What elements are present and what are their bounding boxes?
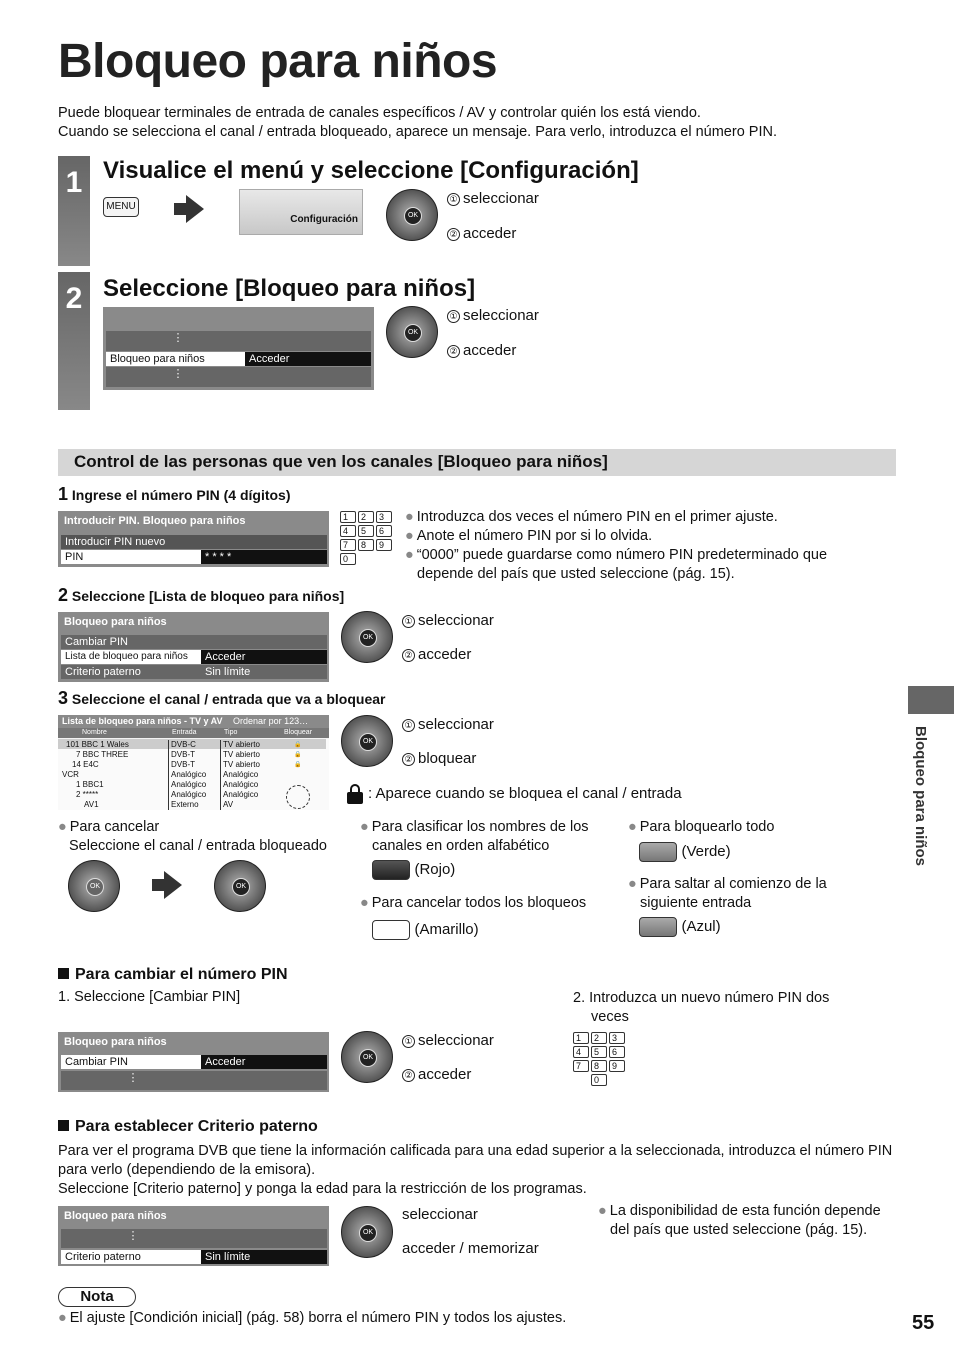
- step-1-bar: 1: [58, 156, 90, 266]
- osd-parental: Bloqueo para niños ⋮ Criterio paterno Sin límite: [58, 1206, 329, 1266]
- intro-line-2: Cuando se selecciona el canal / entrada bloqueado, aparece un mensaje. Para verlo, introduzca el número PIN.: [58, 124, 777, 140]
- side-label: Bloqueo para niños: [912, 726, 929, 867]
- step-2-title: Seleccione [Bloqueo para niños]: [103, 275, 476, 302]
- pin-change-title: Para cambiar el número PIN: [58, 966, 288, 984]
- osd-change-pin: Bloqueo para niños Cambiar PIN Acceder ⋮: [58, 1032, 329, 1092]
- config-tile: Configuración: [239, 189, 363, 235]
- nav-access-label: ② acceder: [447, 225, 516, 242]
- menu-key: MENU: [103, 197, 139, 217]
- arrow-right-icon: [164, 871, 182, 899]
- red-button: (Rojo): [372, 860, 455, 880]
- nav-access-label: ② acceder: [447, 342, 516, 359]
- nota-badge: Nota: [58, 1287, 136, 1307]
- substep-1-title: 1 Ingrese el número PIN (4 dígitos): [58, 484, 291, 504]
- dpad-icon: OK: [341, 1206, 393, 1258]
- yellow-button: (Amarillo): [372, 920, 479, 940]
- nav-select-label: ① seleccionar: [402, 612, 494, 629]
- intro-line-1: Puede bloquear terminales de entrada de canales específicos / AV y controlar quién los está viendo.: [58, 105, 701, 121]
- page-title: Bloqueo para niños: [58, 35, 498, 88]
- cancel-all-instruction: ● Para cancelar todos los bloqueos: [360, 895, 587, 911]
- pin-change-step1: 1. Seleccione [Cambiar PIN]: [58, 989, 241, 1005]
- nav-lock-label: ② bloquear: [402, 750, 476, 767]
- arrow-right-icon: [186, 195, 204, 223]
- nav-select-label: ① seleccionar: [447, 307, 539, 324]
- parental-title: Para establecer Criterio paterno: [58, 1118, 318, 1136]
- green-button: (Verde): [639, 842, 731, 862]
- nav-access-label: ② acceder: [402, 646, 471, 663]
- nav-select-label: ① seleccionar: [447, 190, 539, 207]
- ok-button-icon: OK: [404, 207, 422, 225]
- sort-instruction: ● Para clasificar los nombres de los canales en orden alfabético: [360, 819, 589, 854]
- lock-note: : Aparece cuando se bloquea el canal / entrada: [368, 785, 682, 802]
- dpad-icon: OK: [341, 611, 393, 663]
- dpad-icon: OK: [386, 306, 438, 358]
- substep-2-title: 2 Seleccione [Lista de bloqueo para niños]: [58, 585, 345, 605]
- dpad-icon: [386, 189, 438, 241]
- step-2-bar: 2: [58, 272, 90, 410]
- section-heading: Control de las personas que ven los canales [Bloqueo para niños]: [58, 449, 896, 476]
- dpad-icon: OK: [214, 860, 266, 912]
- pin-change-step2: 2. Introduzca un nuevo número PIN dos veces: [573, 990, 830, 1025]
- nav-select-label: ① seleccionar: [402, 716, 494, 733]
- osd-pin: Introducir PIN. Bloqueo para niños Introducir PIN nuevo PIN * * * *: [58, 511, 329, 567]
- dpad-icon: OK: [68, 860, 120, 912]
- number-keypad-icon: 1 2 3 4 5 6 7 8 9 0: [340, 511, 392, 565]
- dpad-icon: OK: [341, 715, 393, 767]
- osd-lock-menu: Bloqueo para niños Cambiar PIN Lista de bloqueo para niños Acceder Criterio paterno Sin límite: [58, 612, 329, 682]
- number-keypad-icon: 1 2 3 4 5 6 7 8 9 0: [573, 1032, 625, 1086]
- parental-store-label: acceder / memorizar: [402, 1240, 539, 1257]
- cancel-instruction: ● Para cancelar Seleccione el canal / entrada bloqueado: [58, 819, 327, 854]
- parental-note: ● La disponibilidad de esta función depende del país que usted seleccione (pág. 15).: [598, 1203, 881, 1238]
- parental-select-label: seleccionar: [402, 1206, 478, 1223]
- osd-step2: ⋮ Bloqueo para niños Acceder ⋮: [103, 307, 374, 390]
- blue-button: (Azul): [639, 917, 721, 937]
- step-1-title: Visualice el menú y seleccione [Configuración]: [103, 157, 639, 184]
- nav-access-label: ② acceder: [402, 1066, 471, 1083]
- side-tab: [908, 686, 954, 714]
- parental-text: Para ver el programa DVB que tiene la información calificada para una edad superior a la seleccionada, introduzca el número PIN para verlo (dependiendo de la emisora). Seleccione [Criterio paterno] y ponga la edad para la restricción de los programas.: [58, 1143, 893, 1197]
- channel-names: 101 BBC 1 Wales 7 BBC THREE 14 E4C VCR 1 BBC1 2 ***** AV1: [62, 740, 129, 809]
- dpad-icon: OK: [341, 1031, 393, 1083]
- skip-instruction: ● Para saltar al comienzo de la siguiente entrada: [628, 876, 827, 911]
- osd-channel-list: Lista de bloqueo para niños - TV y AV Ordenar por 123… Nombre Entrada Tipo Bloquear 101 BBC 1 Wales 7 BBC THREE 14 E4C VCR 1 BBC1 2 ***** AV1 DVB-C DVB-T DVB-T Analógico Analógico Analógico Externo TV abierto TV abierto TV abierto Analógico Analógico Analógico AV 🔒 🔒 🔒: [58, 715, 329, 810]
- intro-text: [58, 104, 777, 142]
- nota-text: ● El ajuste [Condición inicial] (pág. 58) borra el número PIN y todos los ajustes.: [58, 1310, 567, 1326]
- lock-icon: [347, 784, 363, 804]
- nav-select-label: ① seleccionar: [402, 1032, 494, 1049]
- page-number: 55: [912, 1312, 935, 1334]
- substep-3-title: 3 Seleccione el canal / entrada que va a bloquear: [58, 688, 386, 708]
- lock-all-instruction: ● Para bloquearlo todo: [628, 819, 775, 835]
- pin-bullets: ● Introduzca dos veces el número PIN en el primer ajuste. ● Anote el número PIN por si lo olvida. ● “0000” puede guardarse como número PIN predeterminado que depende del país que usted seleccione (pág. 15).: [405, 509, 828, 582]
